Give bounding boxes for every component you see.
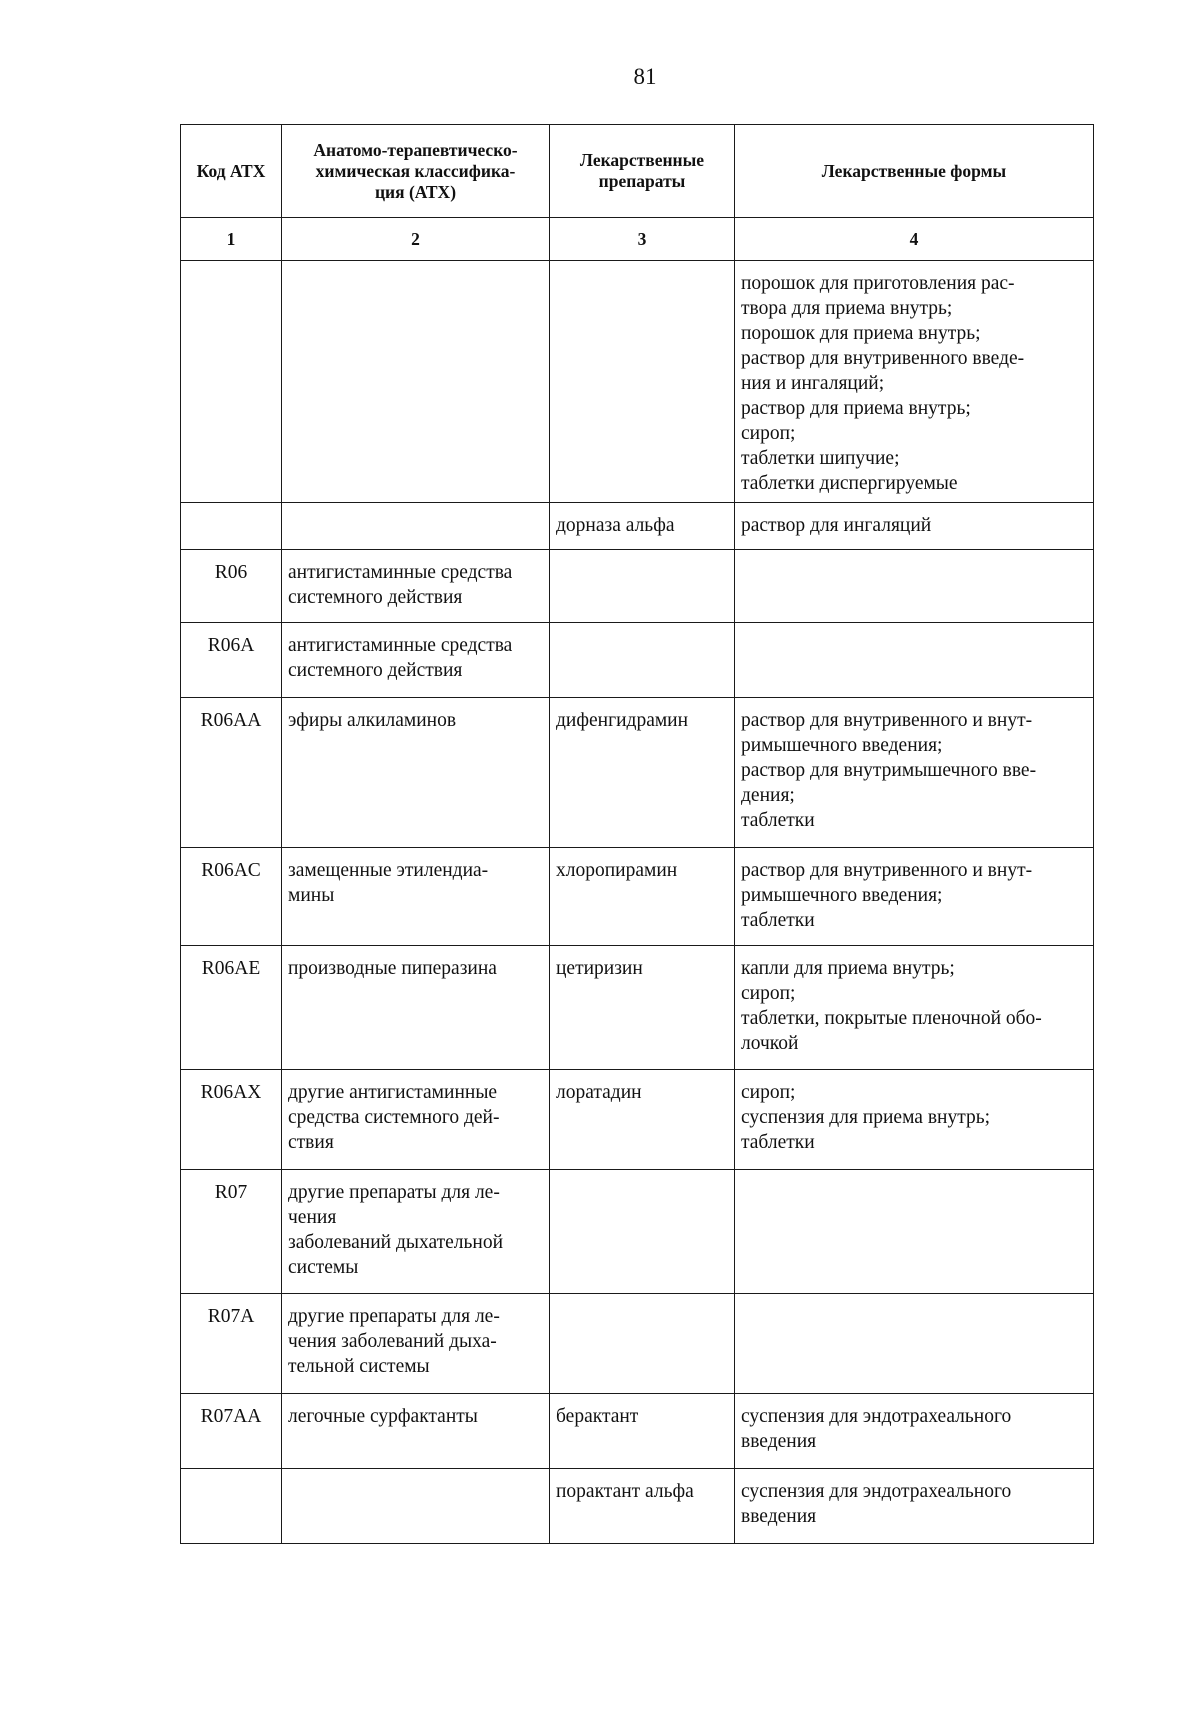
atx-name-cell: антигистаминные средства системного действия bbox=[282, 550, 550, 623]
drug-cell: берактант bbox=[550, 1394, 735, 1469]
dosage-forms-cell: капли для приема внутрь; сироп; таблетки, покрытые пленочной обо- лочкой bbox=[735, 946, 1094, 1070]
dosage-forms-cell bbox=[735, 1170, 1094, 1294]
atx-name-cell bbox=[282, 261, 550, 503]
drug-cell: цетиризин bbox=[550, 946, 735, 1070]
atx-code-cell bbox=[181, 503, 282, 550]
drug-cell bbox=[550, 261, 735, 503]
dosage-forms-cell bbox=[735, 623, 1094, 698]
page-number: 81 bbox=[633, 64, 657, 89]
table-row bbox=[181, 623, 1094, 698]
table-row bbox=[181, 848, 1094, 946]
drug-cell bbox=[550, 623, 735, 698]
table-row bbox=[181, 261, 1094, 503]
dosage-forms-cell: порошок для приготовления рас- твора для приема внутрь; порошок для приема внутрь; раствор для внутривенного введе- ния и ингаляций; раствор для приема внутрь; сироп; таблетки шипучие; таблетки диспергируемые bbox=[735, 261, 1094, 503]
header-code: Код АТХ bbox=[181, 125, 282, 218]
atx-code-cell bbox=[181, 1469, 282, 1544]
header-drugs: Лекарственные препараты bbox=[550, 125, 735, 218]
atx-name-cell bbox=[282, 503, 550, 550]
atx-name-cell: эфиры алкиламинов bbox=[282, 698, 550, 848]
atx-name-cell: легочные сурфактанты bbox=[282, 1394, 550, 1469]
drug-cell bbox=[550, 1170, 735, 1294]
drug-cell: дифенгидрамин bbox=[550, 698, 735, 848]
atx-code-cell: R06AC bbox=[181, 848, 282, 946]
dosage-forms-cell: сироп; суспензия для приема внутрь; таблетки bbox=[735, 1070, 1094, 1170]
drug-cell: хлоропирамин bbox=[550, 848, 735, 946]
column-number: 3 bbox=[550, 218, 735, 261]
dosage-forms-cell bbox=[735, 1294, 1094, 1394]
column-number: 1 bbox=[181, 218, 282, 261]
dosage-forms-cell: раствор для ингаляций bbox=[735, 503, 1094, 550]
drug-cell bbox=[550, 1294, 735, 1394]
column-number: 4 bbox=[735, 218, 1094, 261]
atx-code-cell: R07AA bbox=[181, 1394, 282, 1469]
table-row bbox=[181, 698, 1094, 848]
drug-cell bbox=[550, 550, 735, 623]
table-row bbox=[181, 1170, 1094, 1294]
atx-name-cell: другие антигистаминные средства системного дей- ствия bbox=[282, 1070, 550, 1170]
table-row bbox=[181, 1294, 1094, 1394]
atx-name-cell: замещенные этилендиа- мины bbox=[282, 848, 550, 946]
column-number: 2 bbox=[282, 218, 550, 261]
dosage-forms-cell bbox=[735, 550, 1094, 623]
header-atx-classification: Анатомо-терапевтическо- химическая классифика- ция (АТХ) bbox=[282, 125, 550, 218]
dosage-forms-cell: суспензия для эндотрахеального введения bbox=[735, 1394, 1094, 1469]
drug-cell: лоратадин bbox=[550, 1070, 735, 1170]
table-row bbox=[181, 1070, 1094, 1170]
table-row bbox=[181, 550, 1094, 623]
table-row bbox=[181, 946, 1094, 1070]
header-row bbox=[181, 125, 1094, 218]
dosage-forms-cell: раствор для внутривенного и внут- римышечного введения; таблетки bbox=[735, 848, 1094, 946]
drug-cell: порактант альфа bbox=[550, 1469, 735, 1544]
table-row bbox=[181, 1394, 1094, 1469]
atx-table bbox=[180, 124, 1094, 1544]
atx-code-cell bbox=[181, 261, 282, 503]
atx-name-cell: другие препараты для ле- чения заболеваний дыха- тельной системы bbox=[282, 1294, 550, 1394]
atx-code-cell: R06A bbox=[181, 623, 282, 698]
table-row bbox=[181, 1469, 1094, 1544]
header-dosage-forms: Лекарственные формы bbox=[735, 125, 1094, 218]
atx-code-cell: R07 bbox=[181, 1170, 282, 1294]
atx-name-cell bbox=[282, 1469, 550, 1544]
atx-code-cell: R06 bbox=[181, 550, 282, 623]
atx-code-cell: R06AX bbox=[181, 1070, 282, 1170]
dosage-forms-cell: раствор для внутривенного и внут- римышечного введения; раствор для внутримышечного вве- дения; таблетки bbox=[735, 698, 1094, 848]
column-number-row bbox=[181, 218, 1094, 261]
atx-code-cell: R06AA bbox=[181, 698, 282, 848]
drug-cell: дорназа альфа bbox=[550, 503, 735, 550]
atx-name-cell: производные пиперазина bbox=[282, 946, 550, 1070]
atx-code-cell: R07A bbox=[181, 1294, 282, 1394]
atx-name-cell: другие препараты для ле- чения заболеваний дыхательной системы bbox=[282, 1170, 550, 1294]
atx-name-cell: антигистаминные средства системного действия bbox=[282, 623, 550, 698]
atx-code-cell: R06AE bbox=[181, 946, 282, 1070]
dosage-forms-cell: суспензия для эндотрахеального введения bbox=[735, 1469, 1094, 1544]
table-row bbox=[181, 503, 1094, 550]
